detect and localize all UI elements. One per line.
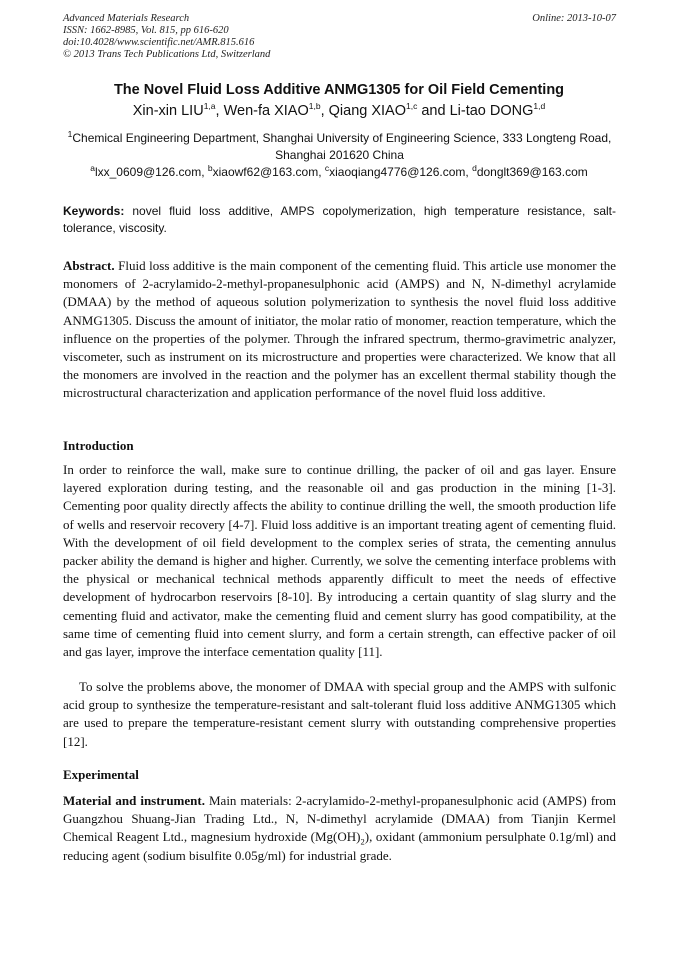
abstract-text: Fluid loss additive is the main component of the cementing fluid. This article use monomer the monomers of 2-acrylamido-2-methyl-propanesulphonic acid (AMPS) and N, N-dimethyl acrylamide (DMAA) by the method of aqueous solution polymerization to synthesis the novel fluid loss additive ANMG1305. Discuss the amount of initiator, the molar ratio of monomer, reaction temperature, which the influence on the properties of the polymer. Through the infrared spectrum, thermo-gravimetric analyzer, viscometer, such as instrument on its microstructure and properties were characterized. We know that all the monomers are involved in the reaction and the polymer has an excellent thermal stability though the microstructural characterization and application performance of the novel fluid loss additive. — [63, 258, 616, 401]
abstract — [63, 257, 616, 403]
abstract-label: Abstract. — [63, 258, 115, 273]
experimental-heading: Experimental — [63, 767, 139, 782]
keywords-text: novel fluid loss additive, AMPS copolymerization, high temperature resistance, salt-tolerance, viscosity. — [63, 204, 616, 235]
introduction-paragraph-1: In order to reinforce the wall, make sure to continue drilling, the packer of oil and gas layer. Ensure layered exploration during testing, and the reasonable oil and gas production in the mining [1-3]. Cementing poor quality directly affects the ability to continue drilling the well, the smooth production life of wells and reservoir recovery [4-7]. Fluid loss additive is an important treating agent of cementing fluid. With the development of oil field development to the complex series of strata, the cementing annulus packer ability the demand is higher and higher. Currently, we solve the cementing interface problems with the physical or mechanical technical methods apparently difficult to meet the needs of effective development of hydrocarbon reservoirs [8-10]. By introducing a certain quantity of slag slurry and the cementing fluid and activator, make the cementing fluid and cement slurry has good compatibility, at the same time of cementing fluid into cement slurry, and form a certain strength, can effective packer of oil and gas layer, improve the interface cementation quality [11]. — [63, 462, 616, 660]
email[interactable]: $^a$lxx_0609@126.com — [90, 163, 202, 179]
paper-title: The Novel Fluid Loss Additive ANMG1305 for Oil Field Cementing — [113, 82, 565, 98]
email-list: $^a$lxx_0609@126.com, $^b$xiaowf62@163.com, $^c$xiaoqiang4776@126.com, $^d$donglt369@163.com — [90, 163, 588, 179]
materials-label: Material and instrument. — [63, 793, 205, 808]
author: Qiang XIAO$^{1,c}$ and — [328, 101, 450, 119]
online-date: Online: 2013-10-07 — [532, 13, 616, 24]
journal-header — [63, 13, 616, 61]
email[interactable]: $^c$xiaoqiang4776@126.com — [324, 163, 466, 179]
copyright-line: © 2013 Trans Tech Publications Ltd, Switzerland — [63, 49, 271, 60]
introduction-heading: Introduction — [63, 438, 134, 453]
doi-line[interactable]: doi:10.4028/www.scientific.net/AMR.815.616 — [63, 37, 255, 48]
affiliation: $^1$Chemical Engineering Department, Shanghai University of Engineering Science, 333 Longteng Road, Shanghai 201620 China — [67, 129, 612, 162]
author-list — [30, 103, 648, 119]
author: Xin-xin LIU$^{1,a}$, — [132, 101, 224, 119]
keywords — [63, 203, 616, 237]
journal-name: Advanced Materials Research — [63, 13, 190, 24]
author: Li-tao DONG$^{1,d}$ — [449, 101, 546, 119]
author: Wen-fa XIAO$^{1,b}$, — [223, 101, 329, 119]
email[interactable]: $^d$donglt369@163.com — [472, 163, 588, 179]
materials-paragraph: Material and instrument. Main materials: 2-acrylamido-2-methyl-propanesulphonic acid (AMPS) from Guangzhou Shuang-Jian Trading Ltd., N, N-dimethyl acrylamide (DMAA) from Tianjin Kermel Chemical Reagent Ltd., magnesium hydroxide $(Mg(OH)_2)$, oxidant (ammonium persulphate 0.1g/ml) and reducing agent (sodium bisulfite 0.05g/ml) for industrial grade. — [63, 793, 616, 863]
issn-line: ISSN: 1662-8985, Vol. 815, pp 616-620 — [63, 25, 229, 36]
introduction-paragraph-2: To solve the problems above, the monomer of DMAA with special group and the AMPS with sulfonic acid group to synthesize the temperature-resistant and salt-tolerant fluid loss additive ANMG1305 which are used to prepare the temperature-resistant cement slurry with outstanding comprehensive properties [12]. — [63, 679, 616, 749]
email[interactable]: $^b$xiaowf62@163.com — [207, 163, 319, 179]
keywords-label: Keywords: — [63, 204, 125, 218]
